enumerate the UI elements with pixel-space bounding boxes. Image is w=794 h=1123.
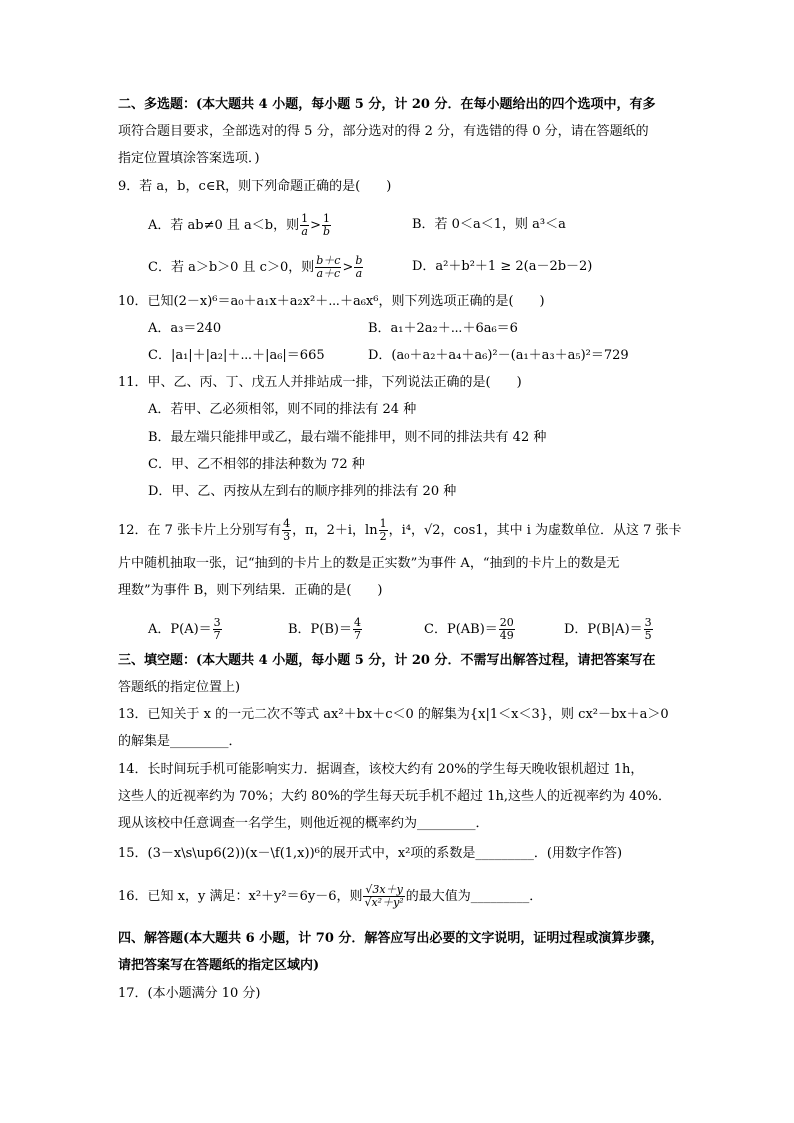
fraction-numerator: 20 bbox=[499, 616, 514, 629]
q9-option-c bbox=[148, 255, 364, 280]
q12-line2: 片中随机抽取一张，记“抽到的卡片上的数是正实数”为事件 A，“抽到的卡片上的数是无 bbox=[118, 556, 620, 571]
q12-text: 12．在 7 张卡片上分别写有 bbox=[118, 523, 282, 538]
multi-choice-header-line1: 二、多选题：(本大题共 4 小题，每小题 5 分，计 20 分．在每小题给出的四个选项中，有多 bbox=[118, 97, 656, 112]
solution-header-line2: 请把答案写在答题纸的指定区域内) bbox=[118, 958, 320, 973]
fraction-numerator: 3 bbox=[213, 616, 221, 629]
operator: > bbox=[310, 218, 321, 233]
fraction-denominator: a bbox=[301, 225, 308, 238]
fraction-denominator: 49 bbox=[499, 629, 514, 642]
operator: > bbox=[342, 260, 354, 275]
q9-option-d: D．a²＋b²＋1 ≥ 2(a－2b－2) bbox=[412, 259, 593, 274]
q14-line2: 这些人的近视率约为 70%；大约 80%的学生每天玩手机不超过 1h,这些人的近视率约为 40%． bbox=[118, 789, 671, 804]
q16-text: 16．已知 x，y 满足：x²＋y²＝6y－6，则 bbox=[118, 889, 363, 904]
q12-option-b bbox=[288, 617, 363, 642]
q13-line1: 13．已知关于 x 的一元二次不等式 ax²＋bx＋c＜0 的解集为{x|1＜x＜3}，则 cx²－bx＋a＞0 bbox=[118, 707, 669, 722]
fraction bbox=[322, 213, 331, 238]
fraction-numerator: √3x＋y bbox=[365, 883, 403, 896]
multi-choice-header-line3: 指定位置填涂答案选项．) bbox=[118, 151, 260, 166]
fraction bbox=[300, 213, 309, 238]
solution-header-line1: 四、解答题(本大题共 6 小题，计 70 分．解答应写出必要的文字说明，证明过程或演算步骤， bbox=[118, 931, 664, 946]
fraction-numerator: 1 bbox=[301, 212, 309, 225]
q12-line3: 理数”为事件 B，则下列结果．正确的是( ) bbox=[118, 583, 383, 598]
q9-option-a bbox=[148, 213, 332, 238]
q9-option-a-text: A．若 ab≠0 且 a＜b，则 bbox=[148, 218, 300, 233]
q15-line1: 15．(3－x\s\up6(2))(x－\f(1,x))⁶的展开式中，x²项的系数是_________．(用数字作答) bbox=[118, 846, 623, 861]
fraction-denominator: √x²＋y² bbox=[364, 896, 404, 909]
fraction bbox=[499, 617, 515, 642]
fraction-numerator: 4 bbox=[354, 616, 361, 629]
q9-option-b: B．若 0＜a＜1，则 a³＜a bbox=[412, 217, 566, 232]
fraction bbox=[213, 617, 222, 642]
q11-option-a: A．若甲、乙必须相邻，则不同的排法有 24 种 bbox=[148, 402, 417, 417]
q12-text: ，i⁴，√2，cos1，其中 i 为虚数单位．从这 7 张卡 bbox=[388, 523, 682, 538]
fraction-denominator: 3 bbox=[283, 530, 291, 543]
fraction bbox=[379, 518, 388, 543]
q10-stem: 10．已知(2－x)⁶＝a₀＋a₁x＋a₂x²＋⋯＋a₆x⁶，则下列选项正确的是( ) bbox=[118, 294, 545, 309]
fraction-numerator: 1 bbox=[379, 517, 387, 530]
q12-text: ，π，2＋i，ln bbox=[292, 523, 378, 538]
q12-option-d bbox=[564, 617, 654, 642]
q12-line1 bbox=[118, 518, 682, 543]
option-text: D．P(B|A)＝ bbox=[564, 622, 643, 637]
fraction-numerator: 3 bbox=[644, 616, 652, 629]
q11-option-d: D．甲、乙、丙按从左到右的顺序排列的排法有 20 种 bbox=[148, 484, 457, 499]
q9-stem: 9．若 a，b，c∈R，则下列命题正确的是( ) bbox=[118, 179, 392, 194]
fraction-numerator: b bbox=[355, 254, 363, 267]
option-text: C．P(AB)＝ bbox=[424, 622, 498, 637]
fill-blank-header-line2: 答题纸的指定位置上) bbox=[118, 680, 241, 695]
q9-option-c-text: C．若 a＞b＞0 且 c＞0，则 bbox=[148, 260, 315, 275]
q13-line2: 的解集是_________． bbox=[118, 734, 242, 749]
q10-option-a: A．a₃＝240 bbox=[148, 321, 222, 336]
fraction-denominator: a＋c bbox=[316, 267, 341, 280]
q12-option-c bbox=[424, 617, 516, 642]
fill-blank-header-line1: 三、填空题：(本大题共 4 小题，每小题 5 分，计 20 分．不需写出解答过程，请把答案写在 bbox=[118, 653, 656, 668]
q11-stem: 11．甲、乙、丙、丁、戊五人并排站成一排，下列说法正确的是( ) bbox=[118, 375, 522, 390]
q16-text: 的最大值为_________． bbox=[405, 889, 543, 904]
option-text: B．P(B)＝ bbox=[288, 622, 352, 637]
fraction-denominator: a bbox=[355, 267, 363, 280]
fraction-denominator: 5 bbox=[644, 629, 652, 642]
q14-line1: 14．长时间玩手机可能影响实力．据调查，该校大约有 20%的学生每天晚收银机超过 1h， bbox=[118, 762, 644, 777]
fraction bbox=[315, 255, 341, 280]
multi-choice-header-line2: 项符合题目要求，全部选对的得 5 分，部分选对的得 2 分，有选错的得 0 分，请在答题纸的 bbox=[118, 124, 649, 139]
q10-option-d: D．(a₀＋a₂＋a₄＋a₆)²－(a₁＋a₃＋a₅)²＝729 bbox=[368, 348, 629, 363]
fraction bbox=[644, 617, 653, 642]
fraction bbox=[363, 884, 404, 909]
fraction-numerator: 4 bbox=[283, 517, 291, 530]
option-text: A．P(A)＝ bbox=[148, 622, 212, 637]
fraction-numerator: 1 bbox=[323, 212, 331, 225]
q10-option-b: B．a₁＋2a₂＋⋯＋6a₆＝6 bbox=[368, 321, 518, 336]
fraction bbox=[282, 518, 291, 543]
fraction bbox=[354, 255, 363, 280]
q11-option-b: B．最左端只能排甲或乙，最右端不能排甲，则不同的排法共有 42 种 bbox=[148, 430, 547, 445]
q16-line bbox=[118, 884, 542, 909]
q12-option-a bbox=[148, 617, 223, 642]
fraction-denominator: 7 bbox=[354, 629, 361, 642]
fraction-denominator: 7 bbox=[213, 629, 221, 642]
q17-line1: 17．(本小题满分 10 分) bbox=[118, 986, 261, 1001]
q10-option-c: C．|a₁|＋|a₂|＋⋯＋|a₆|＝665 bbox=[148, 348, 325, 363]
fraction-numerator: b＋c bbox=[316, 254, 341, 267]
q14-line3: 现从该校中任意调查一名学生，则他近视的概率约为_________． bbox=[118, 816, 489, 831]
fraction-denominator: b bbox=[323, 225, 331, 238]
fraction-denominator: 2 bbox=[379, 530, 387, 543]
fraction bbox=[353, 617, 362, 642]
q11-option-c: C．甲、乙不相邻的排法种数为 72 种 bbox=[148, 457, 365, 472]
